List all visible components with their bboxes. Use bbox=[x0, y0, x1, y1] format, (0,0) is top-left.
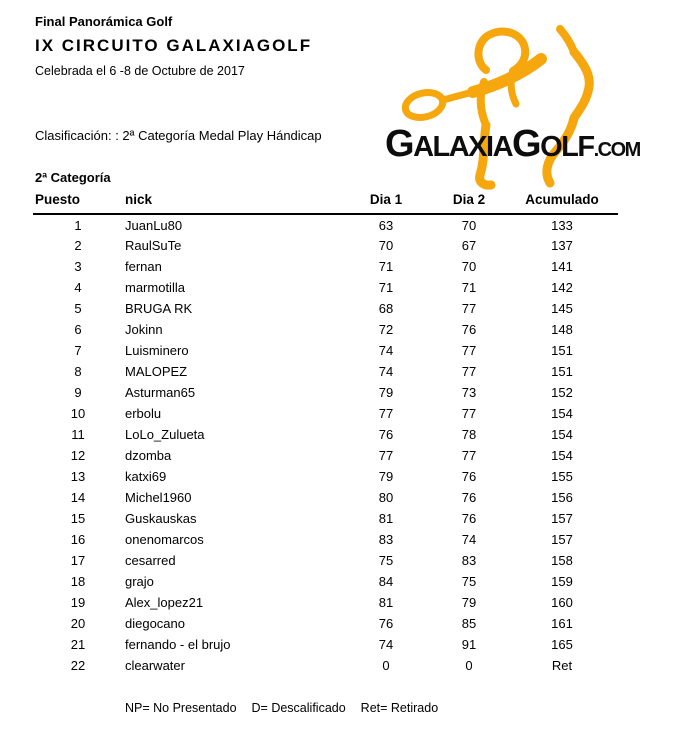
cell-acum: 142 bbox=[551, 280, 573, 295]
table-row bbox=[33, 319, 618, 340]
column-header-acumulado: Acumulado bbox=[506, 190, 618, 214]
logo-letter-g2: G bbox=[512, 123, 541, 165]
cell-nick: marmotilla bbox=[125, 280, 185, 295]
cell-dia2: 0 bbox=[465, 658, 473, 673]
cell-nick: LoLo_Zulueta bbox=[125, 427, 205, 442]
cell-nick: erbolu bbox=[125, 406, 162, 421]
cell-dia1: 72 bbox=[378, 322, 394, 337]
cell-dia1: 84 bbox=[378, 574, 394, 589]
cell-nick: Asturman65 bbox=[125, 385, 196, 400]
cell-nick: cesarred bbox=[125, 553, 176, 568]
table-row bbox=[33, 382, 618, 403]
page-title: IX CIRCUITO GALAXIAGOLF bbox=[35, 36, 313, 55]
legend-d: D= Descalificado bbox=[251, 701, 346, 715]
column-header-nick: nick bbox=[123, 190, 340, 214]
cell-nick: fernando - el brujo bbox=[125, 637, 231, 652]
golfer-icon bbox=[383, 5, 689, 195]
cell-puesto: 19 bbox=[70, 595, 86, 610]
logo-text-olf: OLF bbox=[540, 131, 594, 163]
classification-line: Clasificación: : 2ª Categoría Medal Play Hándicap bbox=[35, 128, 322, 143]
cell-acum: 141 bbox=[551, 259, 573, 274]
cell-dia1: 79 bbox=[378, 385, 394, 400]
cell-dia2: 75 bbox=[461, 574, 477, 589]
cell-nick: BRUGA RK bbox=[125, 301, 193, 316]
cell-dia2: 76 bbox=[461, 469, 477, 484]
table-row bbox=[33, 445, 618, 466]
cell-dia2: 76 bbox=[461, 490, 477, 505]
logo-text-alaxia: ALAXIA bbox=[413, 131, 513, 163]
table-row bbox=[33, 550, 618, 571]
table-row bbox=[33, 424, 618, 445]
cell-puesto: 4 bbox=[74, 280, 82, 295]
cell-puesto: 14 bbox=[70, 490, 86, 505]
cell-dia1: 80 bbox=[378, 490, 394, 505]
cell-nick: diegocano bbox=[125, 616, 185, 631]
cell-puesto: 21 bbox=[70, 637, 86, 652]
cell-acum: 160 bbox=[551, 595, 573, 610]
cell-dia1: 74 bbox=[378, 343, 394, 358]
cell-nick: Jokinn bbox=[125, 322, 163, 337]
cell-puesto: 20 bbox=[70, 616, 86, 631]
cell-dia2: 70 bbox=[461, 217, 477, 233]
table-row bbox=[33, 571, 618, 592]
cell-acum: 151 bbox=[551, 364, 573, 379]
cell-acum: 154 bbox=[551, 427, 573, 442]
cell-puesto: 18 bbox=[70, 574, 86, 589]
cell-dia1: 0 bbox=[382, 658, 390, 673]
cell-dia2: 85 bbox=[461, 616, 477, 631]
cell-dia1: 70 bbox=[378, 238, 394, 253]
cell-puesto: 1 bbox=[74, 217, 82, 233]
table-row bbox=[33, 403, 618, 424]
cell-dia1: 77 bbox=[378, 448, 394, 463]
cell-nick: JuanLu80 bbox=[125, 217, 183, 233]
cell-dia1: 77 bbox=[378, 406, 394, 421]
cell-dia2: 77 bbox=[461, 448, 477, 463]
cell-dia2: 91 bbox=[461, 637, 477, 652]
cell-acum: 151 bbox=[551, 343, 573, 358]
cell-dia1: 76 bbox=[378, 427, 394, 442]
table-row bbox=[33, 361, 618, 382]
table-row bbox=[33, 466, 618, 487]
table-row bbox=[33, 613, 618, 634]
cell-acum: 161 bbox=[551, 616, 573, 631]
cell-dia1: 83 bbox=[378, 532, 394, 547]
cell-acum: 157 bbox=[551, 511, 573, 526]
legend bbox=[125, 701, 438, 715]
results-table bbox=[33, 190, 618, 676]
cell-dia1: 81 bbox=[378, 595, 394, 610]
cell-nick: dzomba bbox=[125, 448, 172, 463]
cell-nick: MALOPEZ bbox=[125, 364, 188, 379]
results-table-body bbox=[33, 214, 618, 676]
cell-acum: 165 bbox=[551, 637, 573, 652]
cell-nick: Alex_lopez21 bbox=[125, 595, 204, 610]
cell-acum: 145 bbox=[551, 301, 573, 316]
cell-puesto: 16 bbox=[70, 532, 86, 547]
cell-dia2: 77 bbox=[461, 301, 477, 316]
event-date: Celebrada el 6 -8 de Octubre de 2017 bbox=[35, 64, 245, 78]
cell-dia1: 68 bbox=[378, 301, 394, 316]
cell-dia1: 75 bbox=[378, 553, 394, 568]
table-row bbox=[33, 256, 618, 277]
table-row bbox=[33, 634, 618, 655]
cell-acum: 154 bbox=[551, 448, 573, 463]
cell-dia2: 83 bbox=[461, 553, 477, 568]
cell-puesto: 15 bbox=[70, 511, 86, 526]
cell-puesto: 13 bbox=[70, 469, 86, 484]
cell-puesto: 11 bbox=[71, 427, 85, 442]
column-header-puesto: Puesto bbox=[33, 190, 123, 214]
legend-np: NP= No Presentado bbox=[125, 701, 237, 715]
cell-dia1: 81 bbox=[378, 511, 394, 526]
cell-puesto: 7 bbox=[74, 343, 82, 358]
cell-nick: Luisminero bbox=[125, 343, 189, 358]
cell-puesto: 9 bbox=[74, 385, 82, 400]
table-header-row bbox=[33, 190, 618, 214]
cell-nick: Guskauskas bbox=[125, 511, 197, 526]
cell-nick: katxi69 bbox=[125, 469, 167, 484]
cell-puesto: 10 bbox=[70, 406, 86, 421]
table-row bbox=[33, 508, 618, 529]
cell-dia2: 73 bbox=[461, 385, 477, 400]
table-row bbox=[33, 277, 618, 298]
cell-acum: 159 bbox=[551, 574, 573, 589]
cell-dia2: 78 bbox=[461, 427, 477, 442]
cell-dia1: 74 bbox=[378, 364, 394, 379]
cell-nick: onenomarcos bbox=[125, 532, 204, 547]
table-row bbox=[33, 487, 618, 508]
cell-dia1: 71 bbox=[378, 280, 394, 295]
cell-acum: 156 bbox=[551, 490, 573, 505]
cell-acum: Ret bbox=[551, 658, 573, 673]
cell-nick: RaulSuTe bbox=[125, 238, 182, 253]
event-name: Final Panorámica Golf bbox=[35, 14, 173, 29]
cell-acum: 155 bbox=[551, 469, 573, 484]
galaxiagolf-logo bbox=[383, 5, 689, 195]
cell-puesto: 2 bbox=[74, 238, 82, 253]
cell-dia1: 79 bbox=[378, 469, 394, 484]
table-row bbox=[33, 529, 618, 550]
cell-acum: 133 bbox=[551, 217, 573, 233]
cell-nick: Michel1960 bbox=[125, 490, 192, 505]
legend-ret: Ret= Retirado bbox=[360, 701, 439, 715]
table-row bbox=[33, 235, 618, 256]
cell-dia2: 71 bbox=[461, 280, 477, 295]
cell-acum: 154 bbox=[551, 406, 573, 421]
cell-dia2: 77 bbox=[461, 364, 477, 379]
cell-puesto: 8 bbox=[74, 364, 82, 379]
cell-nick: grajo bbox=[125, 574, 154, 589]
cell-puesto: 17 bbox=[70, 553, 86, 568]
cell-dia2: 76 bbox=[461, 511, 477, 526]
cell-dia2: 79 bbox=[461, 595, 477, 610]
cell-puesto: 3 bbox=[74, 259, 82, 274]
table-row bbox=[33, 214, 618, 235]
cell-puesto: 12 bbox=[70, 448, 86, 463]
logo-letter-g1: G bbox=[385, 123, 414, 165]
category-heading: 2ª Categoría bbox=[35, 170, 111, 185]
cell-dia2: 76 bbox=[461, 322, 477, 337]
cell-dia2: 77 bbox=[461, 343, 477, 358]
cell-nick: clearwater bbox=[125, 658, 185, 673]
column-header-dia1: Dia 1 bbox=[340, 190, 432, 214]
cell-puesto: 22 bbox=[70, 658, 86, 673]
cell-dia1: 63 bbox=[378, 217, 394, 233]
cell-acum: 157 bbox=[551, 532, 573, 547]
table-row bbox=[33, 340, 618, 361]
cell-dia1: 74 bbox=[378, 637, 394, 652]
cell-dia2: 74 bbox=[461, 532, 477, 547]
cell-nick: fernan bbox=[125, 259, 162, 274]
cell-dia2: 77 bbox=[461, 406, 477, 421]
cell-acum: 148 bbox=[551, 322, 573, 337]
cell-puesto: 6 bbox=[74, 322, 82, 337]
cell-dia1: 71 bbox=[378, 259, 394, 274]
table-row bbox=[33, 592, 618, 613]
cell-acum: 152 bbox=[551, 385, 573, 400]
cell-dia1: 76 bbox=[378, 616, 394, 631]
logo-wordmark bbox=[385, 125, 640, 163]
cell-acum: 137 bbox=[551, 238, 573, 253]
cell-dia2: 70 bbox=[461, 259, 477, 274]
table-row bbox=[33, 655, 618, 676]
column-header-dia2: Dia 2 bbox=[432, 190, 506, 214]
cell-dia2: 67 bbox=[461, 238, 477, 253]
table-row bbox=[33, 298, 618, 319]
cell-acum: 158 bbox=[551, 553, 573, 568]
logo-text-com: .COM bbox=[593, 139, 640, 161]
cell-puesto: 5 bbox=[74, 301, 82, 316]
